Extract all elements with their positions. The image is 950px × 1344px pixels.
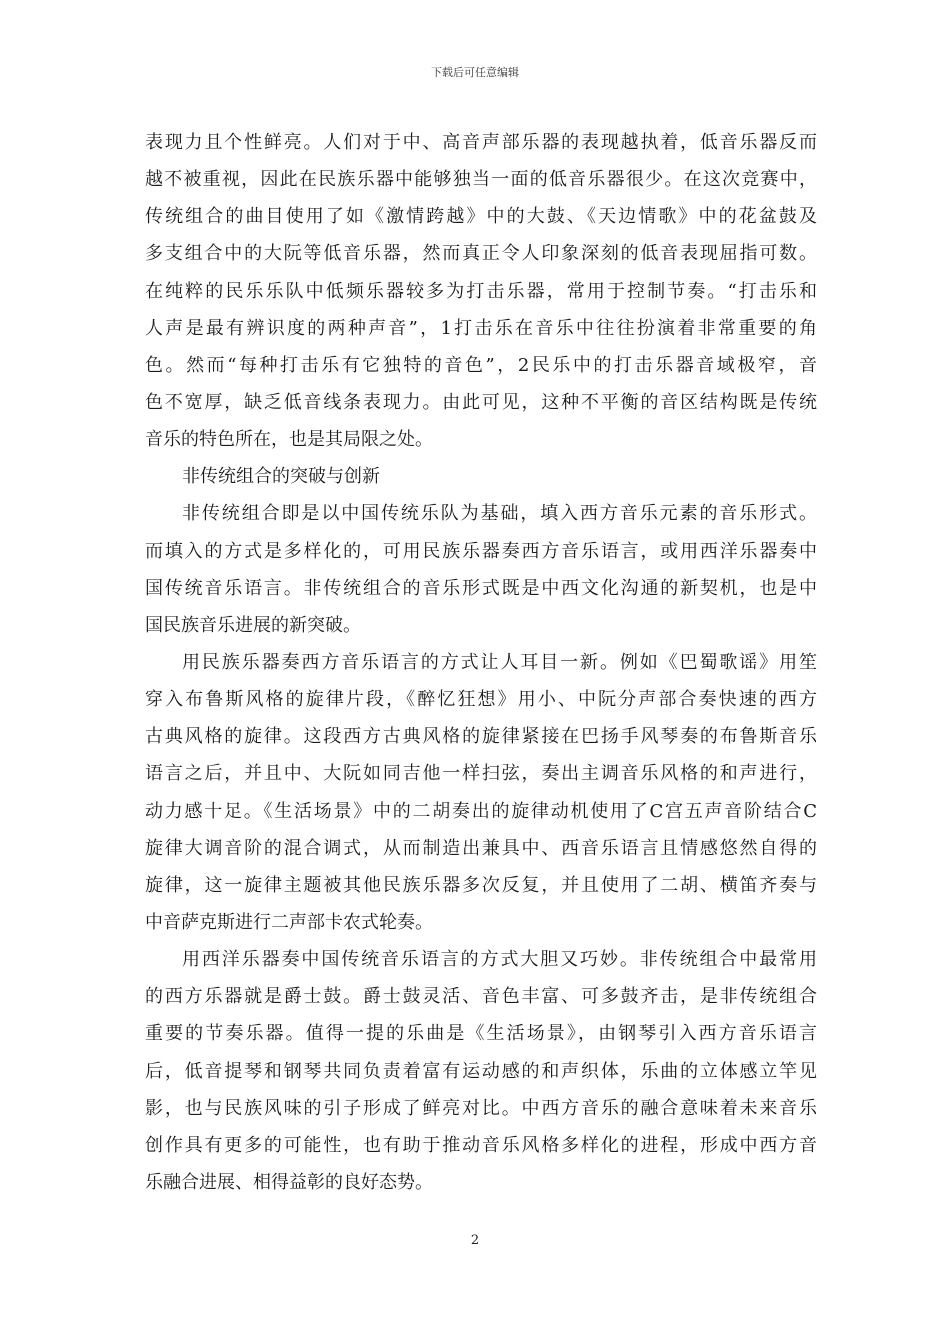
body-line: 色不宽厚，缺乏低音线条表现力。由此可见，这种不平衡的音区结构既是传统 — [145, 391, 817, 413]
body-line: 穿入布鲁斯风格的旋律片段，《醉忆狂想》用小、中阮分声部合奏快速的西方 — [145, 689, 817, 711]
body-line: 重要的节奏乐器。值得一提的乐曲是《生活场景》，由钢琴引入西方音乐语言 — [145, 1023, 817, 1045]
page-number: 2 — [470, 1233, 480, 1248]
page-header: 下载后可任意编辑 — [431, 66, 519, 79]
body-line: 人声是最有辨识度的两种声音”，1打击乐在音乐中往往扮演着非常重要的角 — [145, 317, 817, 339]
section-heading: 非传统组合的突破与创新 — [182, 466, 380, 488]
body-line: 中音萨克斯进行二声部卡农式轮奏。 — [145, 911, 433, 933]
body-line: 多支组合中的大阮等低音乐器，然而真正令人印象深刻的低音表现屈指可数。 — [145, 243, 817, 265]
body-line: 创作具有更多的可能性，也有助于推动音乐风格多样化的进程，形成中西方音 — [145, 1134, 817, 1156]
body-line: 国民族音乐进展的新突破。 — [145, 614, 361, 636]
body-line: 国传统音乐语言。非传统组合的音乐形式既是中西文化沟通的新契机，也是中 — [145, 577, 817, 599]
body-line: 语言之后，并且中、大阮如同吉他一样扫弦，奏出主调音乐风格的和声进行， — [145, 763, 817, 785]
body-line: 乐融合进展、相得益彰的良好态势。 — [145, 1171, 433, 1193]
body-line: 越不被重视，因此在民族乐器中能够独当一面的低音乐器很少。在这次竞赛中， — [145, 169, 817, 191]
body-line: 动力感十足。《生活场景》中的二胡奏出的旋律动机使用了C宫五声音阶结合C — [145, 800, 817, 822]
body-line: 后，低音提琴和钢琴共同负责着富有运动感的和声织体，乐曲的立体感立竿见 — [145, 1060, 817, 1082]
body-line: 古典风格的旋律。这段西方古典风格的旋律紧接在巴扬手风琴奏的布鲁斯音乐 — [145, 726, 817, 748]
body-line: 非传统组合即是以中国传统乐队为基础，填入西方音乐元素的音乐形式。 — [182, 503, 817, 525]
body-line: 影，也与民族风味的引子形成了鲜亮对比。中西方音乐的融合意味着未来音乐 — [145, 1097, 817, 1119]
body-line: 用西洋乐器奏中国传统音乐语言的方式大胆又巧妙。非传统组合中最常用 — [182, 949, 817, 971]
body-line: 而填入的方式是多样化的，可用民族乐器奏西方音乐语言，或用西洋乐器奏中 — [145, 540, 817, 562]
document-body — [145, 124, 817, 1201]
body-line: 色。然而“每种打击乐有它独特的音色”，2民乐中的打击乐器音域极窄，音 — [145, 354, 817, 376]
body-line: 用民族乐器奏西方音乐语言的方式让人耳目一新。例如《巴蜀歌谣》用笙 — [182, 651, 817, 673]
body-line: 音乐的特色所在，也是其局限之处。 — [145, 429, 433, 451]
body-line: 在纯粹的民乐乐队中低频乐器较多为打击乐器，常用于控制节奏。“打击乐和 — [145, 280, 817, 302]
body-line: 的西方乐器就是爵士鼓。爵士鼓灵活、音色丰富、可多鼓齐击，是非传统组合 — [145, 986, 817, 1008]
body-line: 传统组合的曲目使用了如《激情跨越》中的大鼓、《天边情歌》中的花盆鼓及 — [145, 206, 817, 228]
body-line: 旋律大调音阶的混合调式，从而制造出兼具中、西音乐语言且情感悠然自得的 — [145, 837, 817, 859]
body-line: 旋律，这一旋律主题被其他民族乐器多次反复，并且使用了二胡、横笛齐奏与 — [145, 874, 817, 896]
body-line: 表现力且个性鲜亮。人们对于中、高音声部乐器的表现越执着，低音乐器反而 — [145, 132, 817, 153]
